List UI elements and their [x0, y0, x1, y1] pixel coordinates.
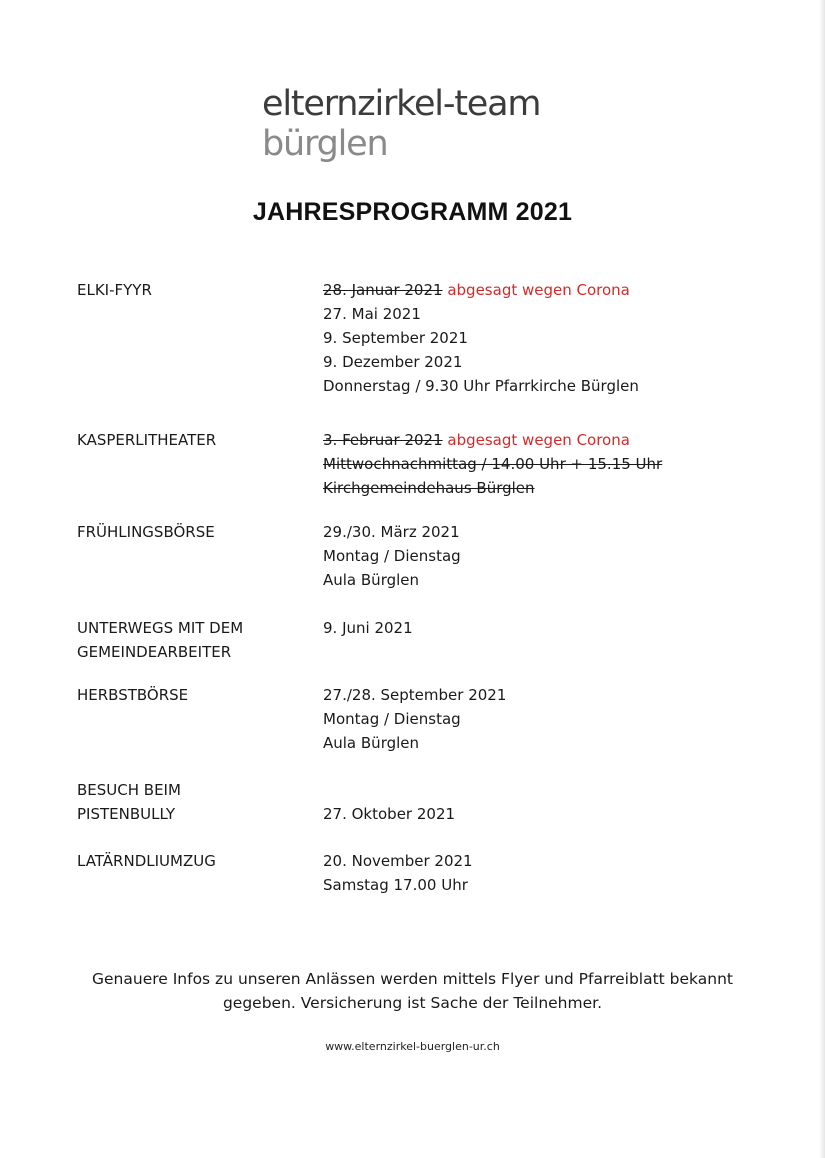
logo-line-1: elternzirkel-team [262, 84, 541, 124]
event-name-line: ELKI-FYYR [77, 281, 152, 299]
logo-line-2: bürglen [262, 124, 388, 164]
event-name-line: BESUCH BEIM [77, 781, 181, 799]
logo [262, 84, 540, 164]
event-time: Samstag 17.00 Uhr [323, 876, 468, 894]
event-name [77, 683, 297, 707]
event-location: Donnerstag / 9.30 Uhr Pfarrkirche Bürglen [323, 377, 639, 395]
event-name-line: HERBSTBÖRSE [77, 686, 189, 704]
event-location: Aula Bürglen [323, 571, 420, 589]
event-details [323, 778, 818, 826]
event-name [77, 849, 297, 873]
event-date-cancelled [323, 278, 818, 302]
event-date: 27./28. September 2021 [323, 686, 507, 704]
struck-date: 3. Februar 2021 [323, 431, 443, 449]
event-date: 27. Oktober 2021 [323, 805, 456, 823]
event-location: Aula Bürglen [323, 734, 420, 752]
event-date: 27. Mai 2021 [323, 305, 421, 323]
struck-date: 28. Januar 2021 [323, 281, 443, 299]
event-date: 20. November 2021 [323, 852, 473, 870]
event-name-line: PISTENBULLY [77, 805, 176, 823]
event-name-line: GEMEINDEARBEITER [77, 643, 232, 661]
event-details [323, 849, 818, 897]
event-spacer [323, 778, 818, 802]
event-name [77, 778, 297, 826]
event-details [323, 278, 818, 398]
event-details [323, 520, 818, 592]
event-name [77, 278, 297, 302]
struck-time: Mittwochnachmittag / 14.00 Uhr + 15.15 Uhr [323, 455, 663, 473]
event-name-line: LATÄRNDLIUMZUG [77, 852, 216, 870]
event-name-line: FRÜHLINGSBÖRSE [77, 523, 215, 541]
event-date: 9. Dezember 2021 [323, 353, 463, 371]
website-link[interactable]: www.elternzirkel-buerglen-ur.ch [325, 1040, 500, 1053]
event-date: 29./30. März 2021 [323, 523, 460, 541]
event-date: 9. Juni 2021 [323, 619, 413, 637]
struck-location: Kirchgemeindehaus Bürglen [323, 479, 535, 497]
page-title: JAHRESPROGRAMM 2021 [252, 198, 573, 226]
event-date: 9. September 2021 [323, 329, 468, 347]
cancel-notice: abgesagt wegen Corona [447, 281, 630, 299]
cancel-notice: abgesagt wegen Corona [447, 431, 630, 449]
event-name-line: UNTERWEGS MIT DEM [77, 619, 244, 637]
event-name [77, 520, 297, 544]
event-details [323, 616, 818, 640]
event-name [77, 616, 297, 664]
event-details [323, 683, 818, 755]
footer-info-text: Genauere Infos zu unseren Anlässen werden mittels Flyer und Pfarreiblatt bekannt gegeben. Versicherung ist Sache der Teilnehmer. [92, 970, 733, 1012]
event-name [77, 428, 297, 452]
event-name-line: KASPERLITHEATER [77, 431, 217, 449]
event-days: Montag / Dienstag [323, 710, 461, 728]
event-days: Montag / Dienstag [323, 547, 461, 565]
event-details [323, 428, 818, 500]
event-date-cancelled [323, 428, 818, 452]
page-edge-shadow [819, 0, 825, 1158]
